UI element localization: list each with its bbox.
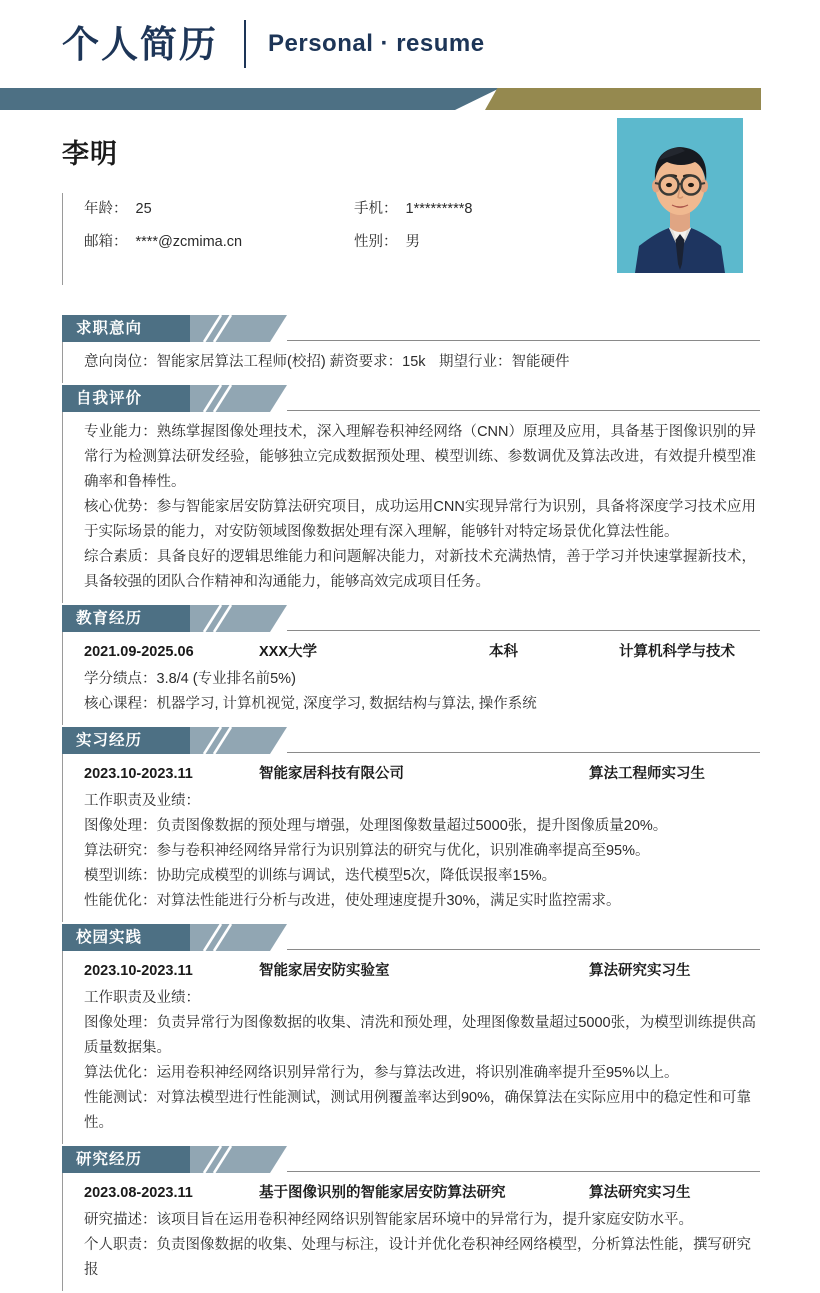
internship-date: 2023.10-2023.11	[84, 766, 193, 782]
section-rule	[287, 1171, 760, 1172]
education-date: 2021.09-2025.06	[84, 644, 194, 660]
section-left-rule	[62, 951, 63, 1144]
campus-detail-line: 工作职责及业绩：	[84, 990, 200, 1006]
campus-date: 2023.10-2023.11	[84, 963, 193, 979]
section-self-evaluation	[0, 385, 820, 605]
education-degree: 本科	[489, 644, 518, 660]
campus-detail-line: 算法优化：运用卷积神经网络识别异常行为，参与算法改进，将识别准确率提升至95%以上。	[84, 1065, 679, 1081]
info-value-email: ****@zcmima.cn	[135, 234, 243, 250]
section-rule	[287, 630, 760, 631]
research-entry-header	[84, 1181, 760, 1206]
info-label-email: 邮箱：	[84, 234, 128, 250]
title-divider	[244, 20, 246, 68]
section-body-education	[62, 632, 760, 727]
education-school: XXX大学	[259, 644, 318, 660]
section-rule	[287, 340, 760, 341]
section-body-self-evaluation	[62, 412, 760, 605]
profile-photo	[617, 118, 743, 273]
portrait-illustration	[617, 118, 743, 273]
section-body-job-intent	[62, 342, 760, 385]
section-header-internship	[62, 727, 760, 754]
section-rule	[287, 949, 760, 950]
document-header	[0, 0, 820, 88]
research-detail-line: 个人职责：负责图像数据的收集、处理与标注，设计并优化卷积神经网络模型，分析算法性能，撰写研究报	[84, 1237, 751, 1278]
section-header-education	[62, 605, 760, 632]
education-entry-header	[84, 640, 760, 665]
section-title: 研究经历	[76, 1151, 143, 1168]
internship-detail-line: 工作职责及业绩：	[84, 793, 200, 809]
section-header-self-evaluation	[62, 385, 760, 412]
section-rule	[287, 752, 760, 753]
info-label-gender: 性别：	[354, 234, 398, 250]
internship-detail-line: 性能优化：对算法性能进行分析与改进，使处理速度提升30%，满足实时监控需求。	[84, 893, 621, 909]
section-title: 自我评价	[76, 390, 143, 407]
campus-detail-line: 性能测试：对算法模型进行性能测试，测试用例覆盖率达到90%，确保算法在实际应用中的稳定性和可靠性。	[84, 1090, 752, 1131]
research-date: 2023.08-2023.11	[84, 1185, 193, 1201]
banner-teal-bar	[0, 88, 500, 110]
section-research	[0, 1146, 820, 1293]
page-subtitle: Personal · resume	[268, 30, 485, 57]
internship-detail-line: 算法研究：参与卷积神经网络异常行为识别算法的研究与优化，识别准确率提高至95%。	[84, 843, 650, 859]
page-title: 个人简历	[62, 23, 218, 65]
info-value-gender: 男	[405, 234, 420, 250]
info-field-gender	[354, 230, 624, 251]
section-rule	[287, 410, 760, 411]
section-title: 教育经历	[76, 610, 143, 627]
info-field-phone	[354, 197, 624, 218]
info-value-phone: 1*********8	[405, 201, 473, 217]
section-left-rule	[62, 1173, 63, 1291]
campus-entry-header	[84, 959, 760, 984]
research-detail-line: 研究描述：该项目旨在运用卷积神经网络识别智能家居环境中的异常行为，提升家庭安防水平。	[84, 1212, 693, 1228]
section-header-job-intent	[62, 315, 760, 342]
research-role: 算法研究实习生	[589, 1185, 691, 1201]
info-field-age	[84, 197, 354, 218]
decorative-banner	[0, 88, 820, 110]
research-project: 基于图像识别的智能家居安防算法研究	[259, 1185, 506, 1201]
info-label-phone: 手机：	[354, 201, 398, 217]
internship-detail-line: 图像处理：负责图像数据的预处理与增强，处理图像数量超过5000张，提升图像质量20%。	[84, 818, 668, 834]
campus-organization: 智能家居安防实验室	[259, 963, 390, 979]
identity-block	[0, 110, 820, 315]
section-internship	[0, 727, 820, 924]
info-field-email	[84, 230, 354, 251]
section-title: 求职意向	[76, 320, 143, 337]
section-job-intent	[0, 315, 820, 385]
section-body-research	[62, 1173, 760, 1293]
self-eval-paragraph: 综合素质：具备良好的逻辑思维能力和问题解决能力，对新技术充满热情，善于学习并快速掌握新技术，具备较强的团队合作精神和沟通能力，能够高效完成项目任务。	[84, 549, 756, 590]
info-label-age: 年龄：	[84, 201, 128, 217]
section-header-campus-practice	[62, 924, 760, 951]
self-eval-paragraph: 核心优势：参与智能家居安防算法研究项目，成功运用CNN实现异常行为识别，具备将深度学习技术应用于实际场景的能力，对安防领域图像数据处理有深入理解，能够针对特定场景优化算法性能。	[84, 499, 756, 540]
education-detail-line: 核心课程：机器学习, 计算机视觉, 深度学习, 数据结构与算法, 操作系统	[84, 696, 537, 712]
section-left-rule	[62, 754, 63, 922]
job-intent-position: 意向岗位：智能家居算法工程师(校招) 薪资要求：15k	[84, 354, 426, 370]
campus-role: 算法研究实习生	[589, 963, 691, 979]
section-left-rule	[62, 412, 63, 603]
section-left-rule	[62, 342, 63, 383]
internship-company: 智能家居科技有限公司	[259, 766, 404, 782]
contact-left-rule	[62, 193, 63, 285]
education-detail-line: 学分绩点：3.8/4 (专业排名前5%)	[84, 671, 296, 687]
section-left-rule	[62, 632, 63, 725]
section-body-campus-practice	[62, 951, 760, 1146]
info-value-age: 25	[135, 201, 152, 217]
self-eval-paragraph: 专业能力：熟练掌握图像处理技术，深入理解卷积神经网络（CNN）原理及应用，具备基于图像识别的异常行为检测算法研发经验，能够独立完成数据预处理、模型训练、参数调优及算法改进，有效提升模型准确率和鲁棒性。	[84, 424, 756, 490]
job-intent-industry: 期望行业：智能硬件	[439, 354, 570, 370]
internship-detail-line: 模型训练：协助完成模型的训练与调试，迭代模型5次，降低误报率15%。	[84, 868, 557, 884]
education-major: 计算机科学与技术	[619, 644, 735, 660]
banner-gold-bar	[485, 88, 761, 110]
campus-detail-line: 图像处理：负责异常行为图像数据的收集、清洗和预处理，处理图像数量超过5000张，为模型训练提供高质量数据集。	[84, 1015, 756, 1056]
internship-role: 算法工程师实习生	[589, 766, 705, 782]
person-name: 李明	[62, 139, 118, 169]
section-campus-practice	[0, 924, 820, 1146]
internship-entry-header	[84, 762, 760, 787]
section-body-internship	[62, 754, 760, 924]
section-title: 实习经历	[76, 732, 143, 749]
section-title: 校园实践	[76, 929, 143, 946]
section-education	[0, 605, 820, 727]
